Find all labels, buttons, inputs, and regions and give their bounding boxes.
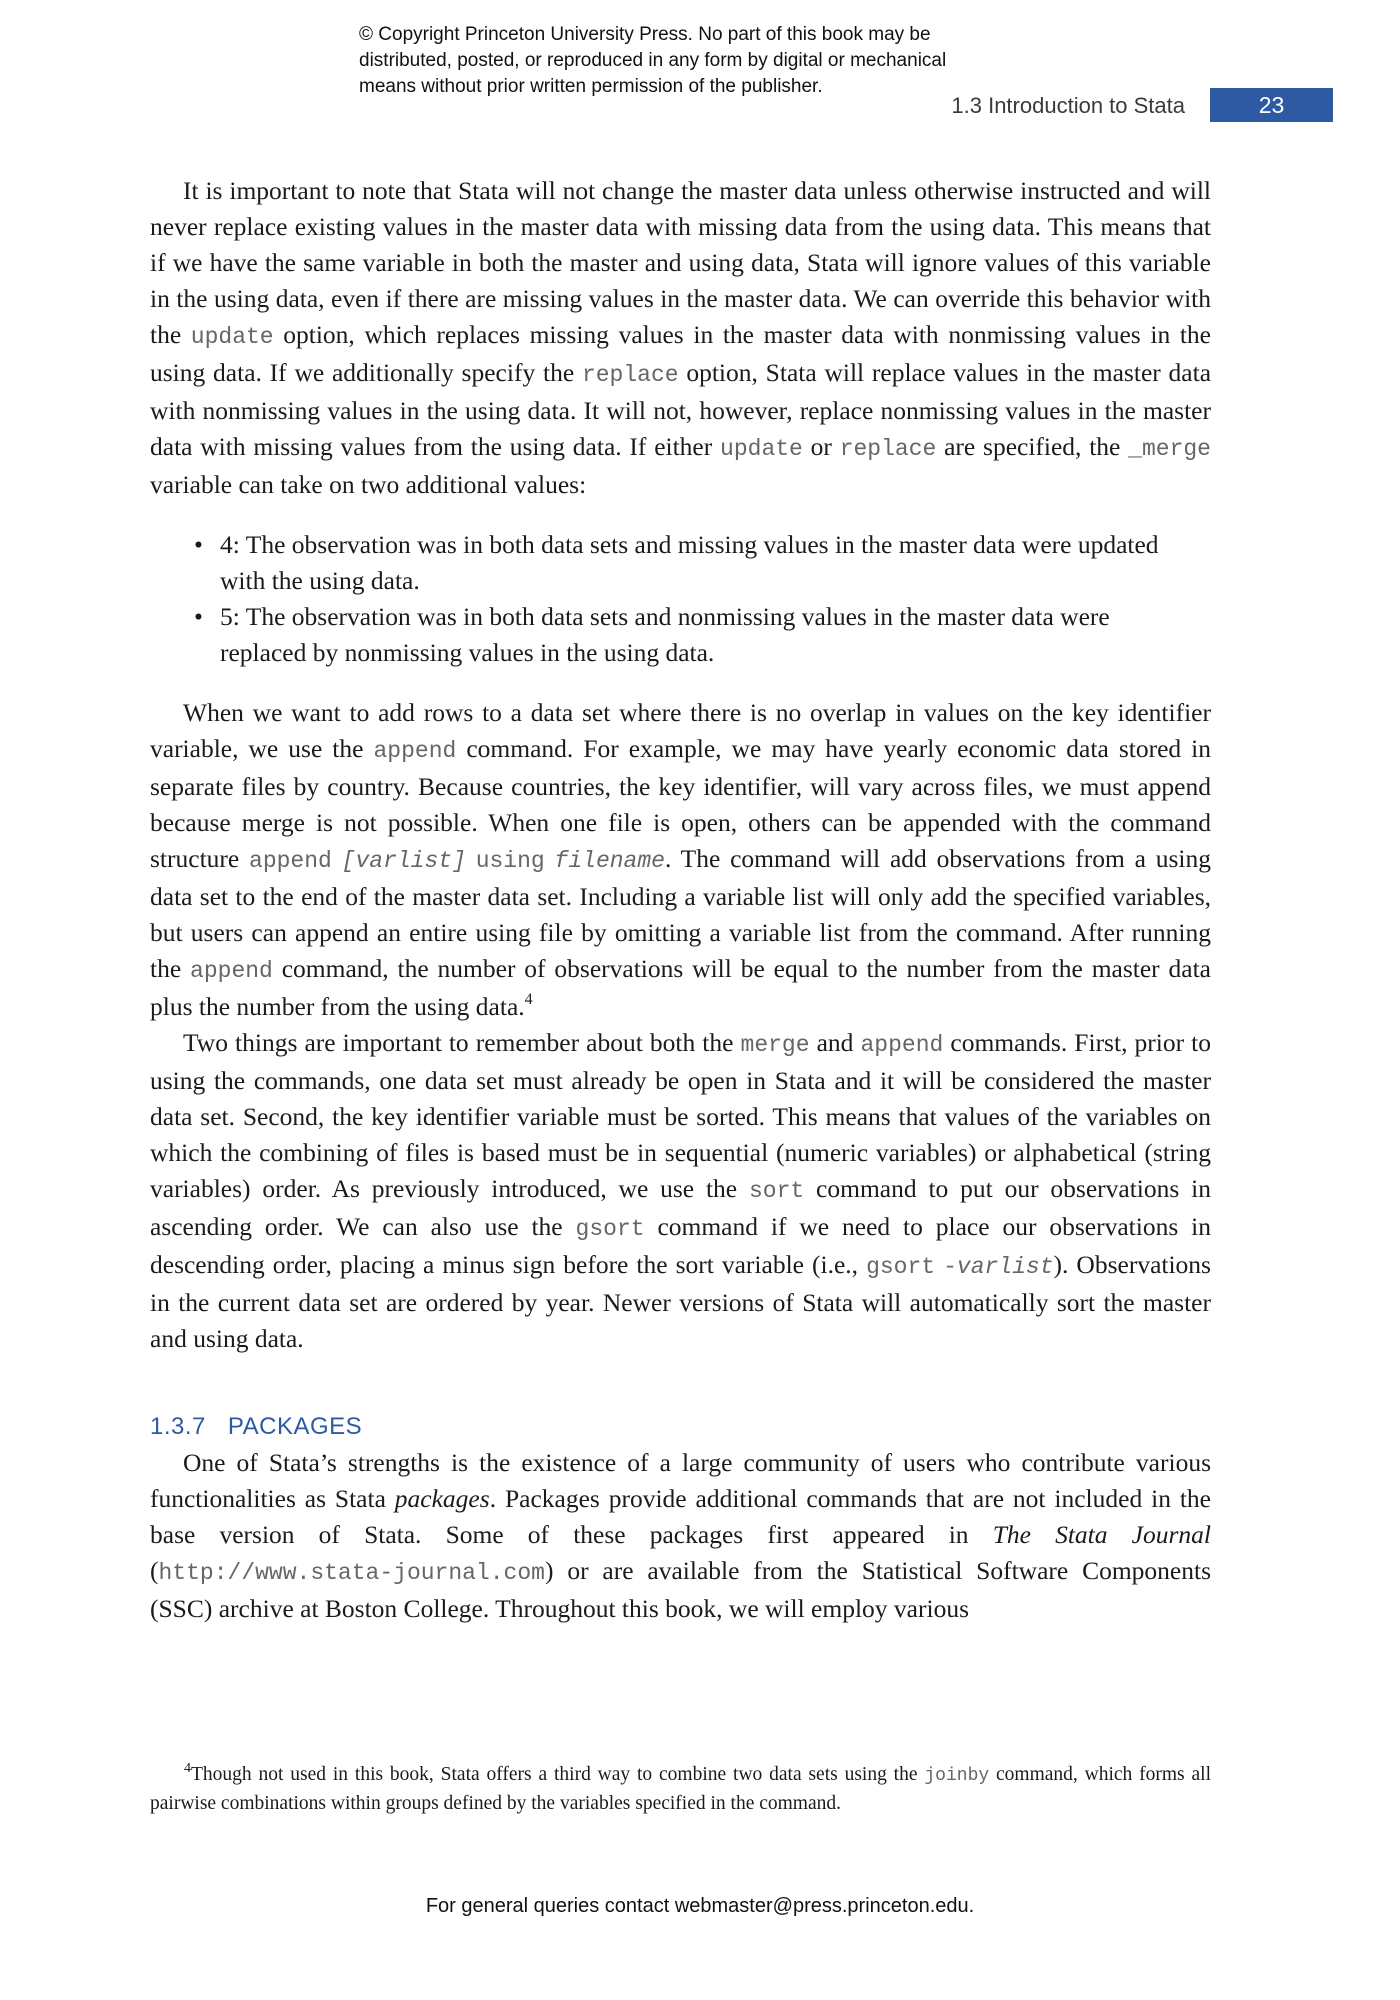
copyright-notice [359,22,1079,100]
code-append: append [190,958,273,984]
paragraph-append: When we want to add rows to a data set where there is no overlap in values on the key identifier variable, we use the append command. For example, we may have yearly economic data stored in separate files by country. Because countries, the key identifier, will vary across files, we must append because merge is not possible. When one file is open, others can be appended with the command structure append [varlist] using filename. The command will add observations from a using data set to the end of the master data set. Including a variable list will only add the specified variables, but users can append an entire using file by omitting a variable list from the command. After running the append command, the number of observations will be equal to the number from the master data plus the number from the using data.$^4$ [150,698,1212,1021]
code-sort: sort [748,1178,805,1204]
paragraph-packages: One of Stata’s strengths is the existence of a large community of users who contribute various functionalities as Stata packages. Packages provide additional commands that are not included in the base version of Stata. Some of these packages first appeared in The Stata Journal (http://www.stata-journal.com) or are available from the Statistical Software Components (SSC) archive at Boston College. Throughout this book, we will employ various [150,1448,1211,1623]
emphasis-packages: packages [394,1484,490,1513]
code-merge-variable: _merge [1128,436,1211,462]
list-item [150,527,1211,599]
section-heading [150,1409,1211,1445]
code-gsort: gsort [866,1254,936,1280]
code-replace: replace [581,362,679,388]
code-minus-varlist: -varlist [943,1254,1054,1280]
merge-values-list [150,527,1211,671]
paragraph-sorting: Two things are important to remember about both the merge and append commands. First, prior to using the commands, one data set must already be open in Stata and it will be considered the master data set. Second, the key identifier variable must be sorted. This means that values of the variables on which the combining of files is based must be in sequential (numeric variables) or alphabetical (string variables) order. As previously introduced, we use the sort command to put our observations in ascending order. We can also use the gsort command if we need to place our observations in descending order, placing a minus sign before the sort variable (i.e., gsort -varlist). Observations in the current data set are ordered by year. Newer versions of Stata will automatically sort the master and using data. [150,1028,1211,1353]
copyright-line-1: © Copyright Princeton University Press. No part of this book may be [359,24,931,45]
footer-contact: For general queries contact webmaster@press.princeton.edu. [425,1895,975,1917]
bullet-marker: • [194,530,203,559]
journal-url: http://www.stata-journal.com [158,1560,545,1586]
footnote-text: $^4$Though not used in this book, Stata offers a third way to combine two data sets using the joinby command, which forms all pairwise combinations within groups defined by the variables specified in the command. [150,1761,1211,1814]
code-using: using [475,848,545,874]
list-item-text: 5: The observation was in both data sets and nonmissing values in the master data were replaced by nonmissing values in the using data. [220,602,1110,667]
code-append: append [249,848,332,874]
code-gsort: gsort [575,1216,645,1242]
running-head: 1.3 Introduction to Stata [951,93,1185,118]
section-number: 1.3.7 [150,1413,206,1440]
code-filename: filename [554,848,665,874]
code-replace: replace [839,436,937,462]
copyright-line-2: distributed, posted, or reproduced in any form by digital or mechanical [359,50,947,71]
list-item [150,599,1211,671]
footnote [150,1761,1211,1818]
code-update: update [720,436,803,462]
footnote-marker: 4 [184,1761,191,1776]
code-update: update [190,324,274,350]
page-number-badge: 23 [1210,88,1333,122]
code-joinby: joinby [924,1766,990,1786]
footnote-reference: 4 [524,991,533,1008]
section-title: PACKAGES [227,1413,363,1440]
main-text [150,173,1211,1627]
bullet-marker: • [194,602,203,631]
emphasis-journal-title: The Stata Journal [992,1520,1211,1549]
list-item-text: 4: The observation was in both data sets and missing values in the master data were updated with the using data. [220,530,1159,595]
code-merge: merge [740,1032,810,1058]
copyright-line-3: means without prior written permission of the publisher. [359,76,823,97]
code-append: append [860,1032,944,1058]
code-append: append [373,738,457,764]
paragraph-merge-options: It is important to note that Stata will not change the master data unless otherwise instructed and will never replace existing values in the master data with missing data from the using data. This means that if we have the same variable in both the master and using data, Stata will ignore values of this variable in the using data, even if there are missing values in the master data. We can override this behavior with the update option, which replaces missing values in the master data with nonmissing values in the using data. If we additionally specify the replace option, Stata will replace values in the master data with nonmissing values in the using data. It will not, however, replace nonmissing values in the master data with missing values from the using data. If either update or replace are specified, the _merge variable can take on two additional values: [150,176,1212,499]
code-varlist: [varlist] [341,848,466,874]
